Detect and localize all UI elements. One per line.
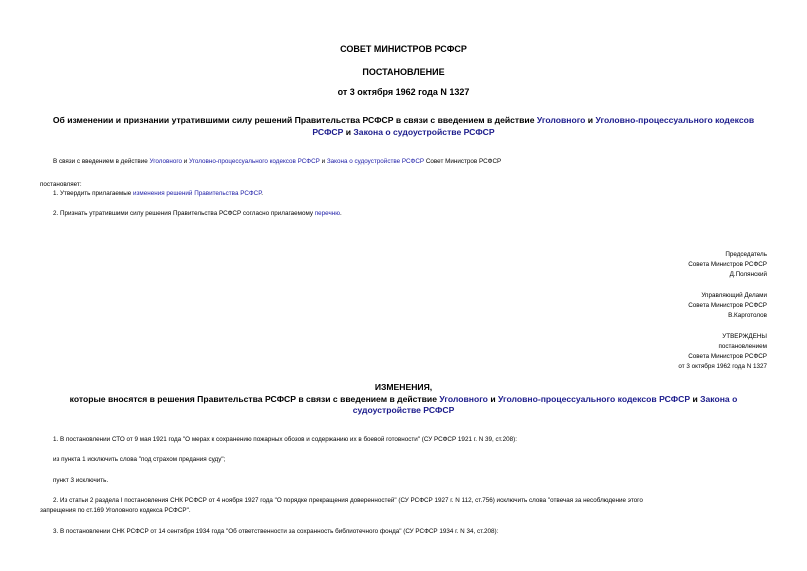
link-judiciary-law[interactable]: Закона о bbox=[700, 394, 738, 404]
preamble-text: Совет Министров РСФСР bbox=[424, 158, 502, 165]
title-and: и bbox=[585, 115, 596, 125]
link-judiciary-law[interactable]: Закона о судоустройстве РСФСР bbox=[353, 127, 495, 137]
link-judiciary-law[interactable]: судоустройстве РСФСР bbox=[352, 405, 455, 415]
paragraph: пункт 3 исключить. bbox=[53, 477, 109, 484]
link-changes[interactable]: изменения решений Правительства РСФСР bbox=[133, 190, 262, 197]
approved-line: УТВЕРЖДЕНЫ bbox=[722, 333, 767, 340]
item-text: . bbox=[261, 190, 263, 197]
document-title-line2 bbox=[0, 127, 807, 137]
doc-type-heading: ПОСТАНОВЛЕНИЕ bbox=[362, 67, 445, 77]
paragraph: 3. В постановлении СНК РСФСР от 14 сентября 1934 года "Об ответственности за сохранность библиотечного фонда" (СУ РСФСР 1934 г. N 34, ст.208): bbox=[53, 528, 499, 535]
item-text: . bbox=[339, 210, 342, 217]
subtitle-text: и bbox=[487, 394, 498, 404]
link-criminal-code[interactable]: Уголовного bbox=[536, 115, 586, 125]
subtitle-text: которые вносятся в решения Правительства РСФСР в связи с введением в действие bbox=[69, 394, 440, 404]
signature-role: Председатель bbox=[725, 251, 767, 258]
signature-role: Управляющий Делами bbox=[701, 292, 767, 299]
preamble-text: и bbox=[319, 158, 327, 165]
resolves-text: постановляет: bbox=[40, 181, 82, 188]
link-criminal-code[interactable]: Уголовного bbox=[439, 394, 488, 404]
link-criminal-procedure-code[interactable]: Уголовно-процессуального кодексов РСФСР bbox=[498, 394, 691, 404]
signature-role: Совета Министров РСФСР bbox=[688, 302, 767, 309]
list-item bbox=[53, 210, 342, 217]
paragraph: 1. В постановлении СТО от 9 мая 1921 года "О мерах к сохранению пожарных обозов и содержанию их в боевой готовности" (СУ РСФСР 1921 г. N 39, ст.208): bbox=[53, 436, 517, 443]
link-criminal-procedure-code[interactable]: Уголовно-процессуального кодексов РСФСР bbox=[189, 158, 320, 165]
changes-subtitle-line1 bbox=[0, 394, 807, 404]
approved-line: от 3 октября 1962 года N 1327 bbox=[678, 363, 767, 370]
signature-name: В.Карготолов bbox=[728, 312, 767, 319]
subtitle-text: и bbox=[690, 394, 701, 404]
date-number: от 3 октября 1962 года N 1327 bbox=[337, 87, 470, 97]
approved-line: Совета Министров РСФСР bbox=[688, 353, 767, 360]
link-list[interactable]: перечню bbox=[314, 210, 340, 217]
item-text: 1. Утвердить прилагаемые bbox=[53, 190, 133, 197]
changes-subtitle-line2 bbox=[0, 405, 807, 415]
changes-heading: ИЗМЕНЕНИЯ, bbox=[374, 382, 433, 392]
document-title-line1 bbox=[0, 115, 807, 125]
link-criminal-procedure-code[interactable]: Уголовно-процессуального кодексов bbox=[595, 115, 755, 125]
signature-role: Совета Министров РСФСР bbox=[688, 261, 767, 268]
link-rsfsr[interactable]: РСФСР bbox=[312, 127, 344, 137]
authority-heading: СОВЕТ МИНИСТРОВ РСФСР bbox=[340, 44, 467, 54]
preamble bbox=[53, 158, 501, 165]
paragraph: 2. Из статьи 2 раздела I постановления СНК РСФСР от 4 ноября 1927 года "О порядке прекращения доверенностей" (СУ РСФСР 1927 г. N 112, ст.756) исключить слова "отвечая за несоблюдение этого bbox=[53, 497, 643, 504]
approved-line: постановлением bbox=[718, 343, 767, 350]
paragraph: из пункта 1 исключить слова "под страхом предания суду"; bbox=[53, 456, 226, 463]
signature-name: Д.Полянский bbox=[729, 271, 767, 278]
paragraph: запрещения по ст.169 Уголовного кодекса РСФСР". bbox=[40, 507, 191, 514]
preamble-text: и bbox=[182, 158, 190, 165]
preamble-text: В связи с введением в действие bbox=[53, 158, 150, 165]
item-text: 2. Признать утратившими силу решения Правительства РСФСР согласно прилагаемому bbox=[53, 210, 315, 217]
title-and: и bbox=[343, 127, 354, 137]
link-judiciary-law[interactable]: Закона о судоустройстве РСФСР bbox=[326, 158, 425, 165]
link-criminal-code[interactable]: Уголовного bbox=[149, 158, 182, 165]
list-item bbox=[53, 190, 263, 197]
title-text: Об изменении и признании утратившими силу решений Правительства РСФСР в связи с введением в действие bbox=[52, 115, 537, 125]
